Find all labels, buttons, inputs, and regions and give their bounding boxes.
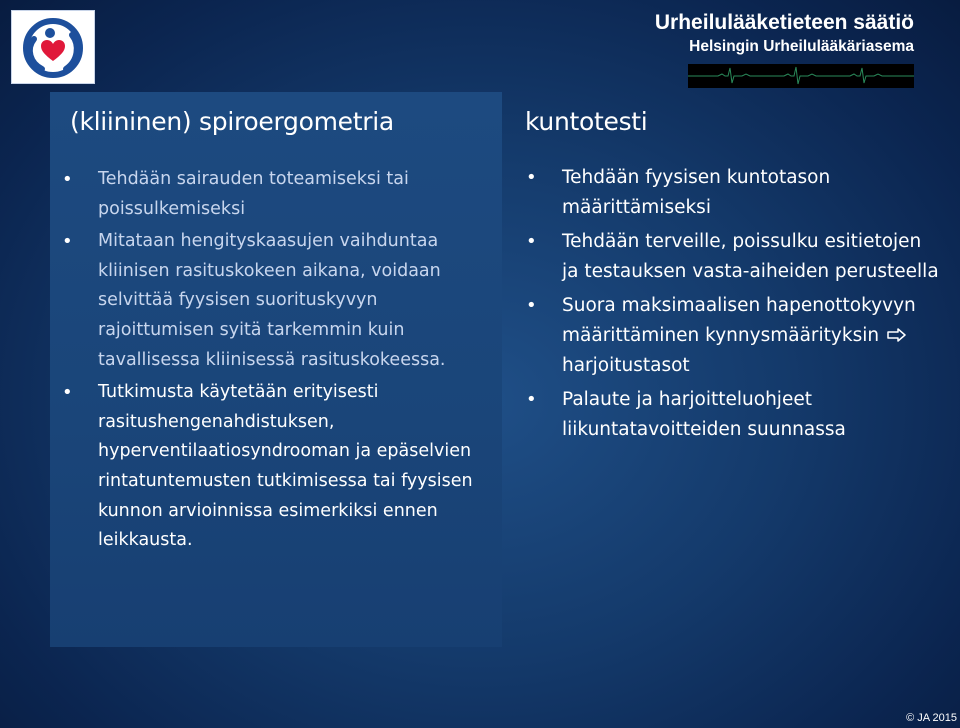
right-bullet-3 bbox=[562, 291, 942, 380]
foundation-logo bbox=[11, 10, 95, 84]
copyright: © JA 2015 bbox=[906, 712, 957, 724]
organization-subtitle: Helsingin Urheilulääkäriasema bbox=[689, 38, 914, 55]
threshold-result: harjoitustasot bbox=[562, 354, 690, 376]
right-bullet-list bbox=[562, 163, 942, 449]
organization-name: Urheilulääketieteen säätiö bbox=[654, 11, 914, 34]
left-bullet-1: • Tehdään sairauden toteamiseksi tai poissulkemiseksi bbox=[98, 165, 493, 224]
ecg-wave-icon bbox=[688, 64, 914, 88]
right-bullet-2: • Tehdään terveille, poissulku esitietojen ja testauksen vasta-aiheiden perusteella bbox=[562, 227, 942, 286]
right-title: kuntotesti bbox=[525, 107, 648, 136]
arrow-right-icon bbox=[887, 322, 907, 336]
threshold-text: kynnysmäärityksin bbox=[705, 324, 880, 346]
left-bullet-list bbox=[98, 165, 493, 559]
left-title: (kliininen) spiroergometria bbox=[70, 107, 394, 136]
right-bullet-3-text: Suora maksimaalisen hapenottokyvyn määrittäminen bbox=[562, 295, 916, 346]
left-bullet-3: • Tutkimusta käytetään erityisesti rasitushengenahdistuksen, hyperventilaatiosyndrooman ja epäselvien rintatuntemusten tutkimisessa tai fyysisen kunnon arvioinnissa esimerkiksi ennen leikkausta. bbox=[98, 378, 493, 556]
organization-header bbox=[655, 10, 914, 58]
right-bullet-1: • Tehdään fyysisen kuntotason määrittämiseksi bbox=[562, 163, 942, 222]
right-bullet-4: • Palaute ja harjoitteluohjeet liikuntatavoitteiden suunnassa bbox=[562, 385, 942, 444]
ecg-strip bbox=[688, 64, 914, 88]
heart-figure-icon bbox=[12, 11, 94, 83]
left-bullet-2: • Mitataan hengityskaasujen vaihduntaa kliinisen rasituskokeen aikana, voidaan selvittää fyysisen suorituskyvyn rajoittumisen syitä tarkemmin kuin tavallisessa kliinisessä rasituskokeessa. bbox=[98, 227, 493, 375]
